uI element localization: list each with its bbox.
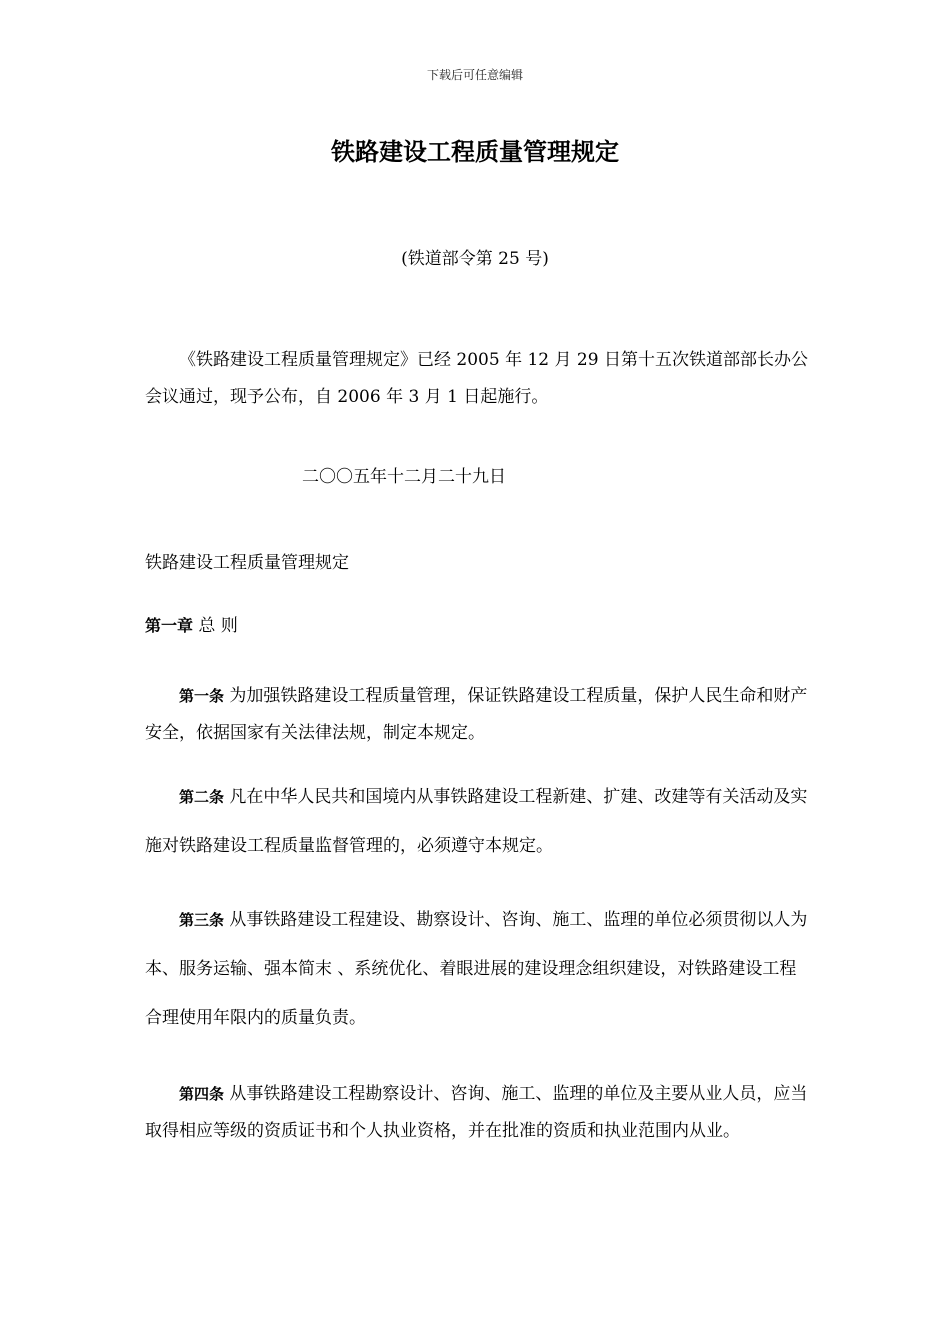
article-2 xyxy=(145,773,810,871)
article-4 xyxy=(145,1076,810,1150)
issue-date: 二〇〇五年十二月二十九日 xyxy=(302,467,506,487)
article-label: 第四条 xyxy=(179,1085,225,1103)
regulation-subtitle: 铁路建设工程质量管理规定 xyxy=(145,553,349,573)
article-label: 第一条 xyxy=(179,687,225,705)
article-text: 从事铁路建设工程建设、勘察设计、咨询、施工、监理的单位必须贯彻以人为本、服务运输、强本简末 、系统优化、着眼进展的建设理念组织建设，对铁路建设工程合理使用年限内的质量负责。 xyxy=(145,910,808,1028)
article-text: 为加强铁路建设工程质量管理，保证铁路建设工程质量，保护人民生命和财产安全，依据国家有关法律法规，制定本规定。 xyxy=(145,686,808,743)
preamble-paragraph: 《铁路建设工程质量管理规定》已经 2005 年 12 月 29 日第十五次铁道部部长办公会议通过，现予公布，自 2006 年 3 月 1 日起施行。 xyxy=(145,350,808,407)
article-1 xyxy=(145,678,810,752)
article-3 xyxy=(145,896,810,1043)
article-label: 第二条 xyxy=(179,788,225,806)
article-label: 第三条 xyxy=(179,911,225,929)
document-title: 铁路建设工程质量管理规定 xyxy=(331,138,619,166)
article-text: 凡在中华人民共和国境内从事铁路建设工程新建、扩建、改建等有关活动及实施对铁路建设工程质量监督管理的，必须遵守本规定。 xyxy=(145,787,808,856)
chapter-name: 总 则 xyxy=(193,616,238,636)
chapter-heading xyxy=(145,611,810,636)
order-number: (铁道部令第 25 号) xyxy=(401,249,549,269)
chapter-number: 第一章 xyxy=(145,616,194,635)
article-text: 从事铁路建设工程勘察设计、咨询、施工、监理的单位及主要从业人员，应当取得相应等级的资质证书和个人执业资格，并在批准的资质和执业范围内从业。 xyxy=(145,1084,808,1141)
header-note: 下载后可任意编辑 xyxy=(426,68,523,82)
